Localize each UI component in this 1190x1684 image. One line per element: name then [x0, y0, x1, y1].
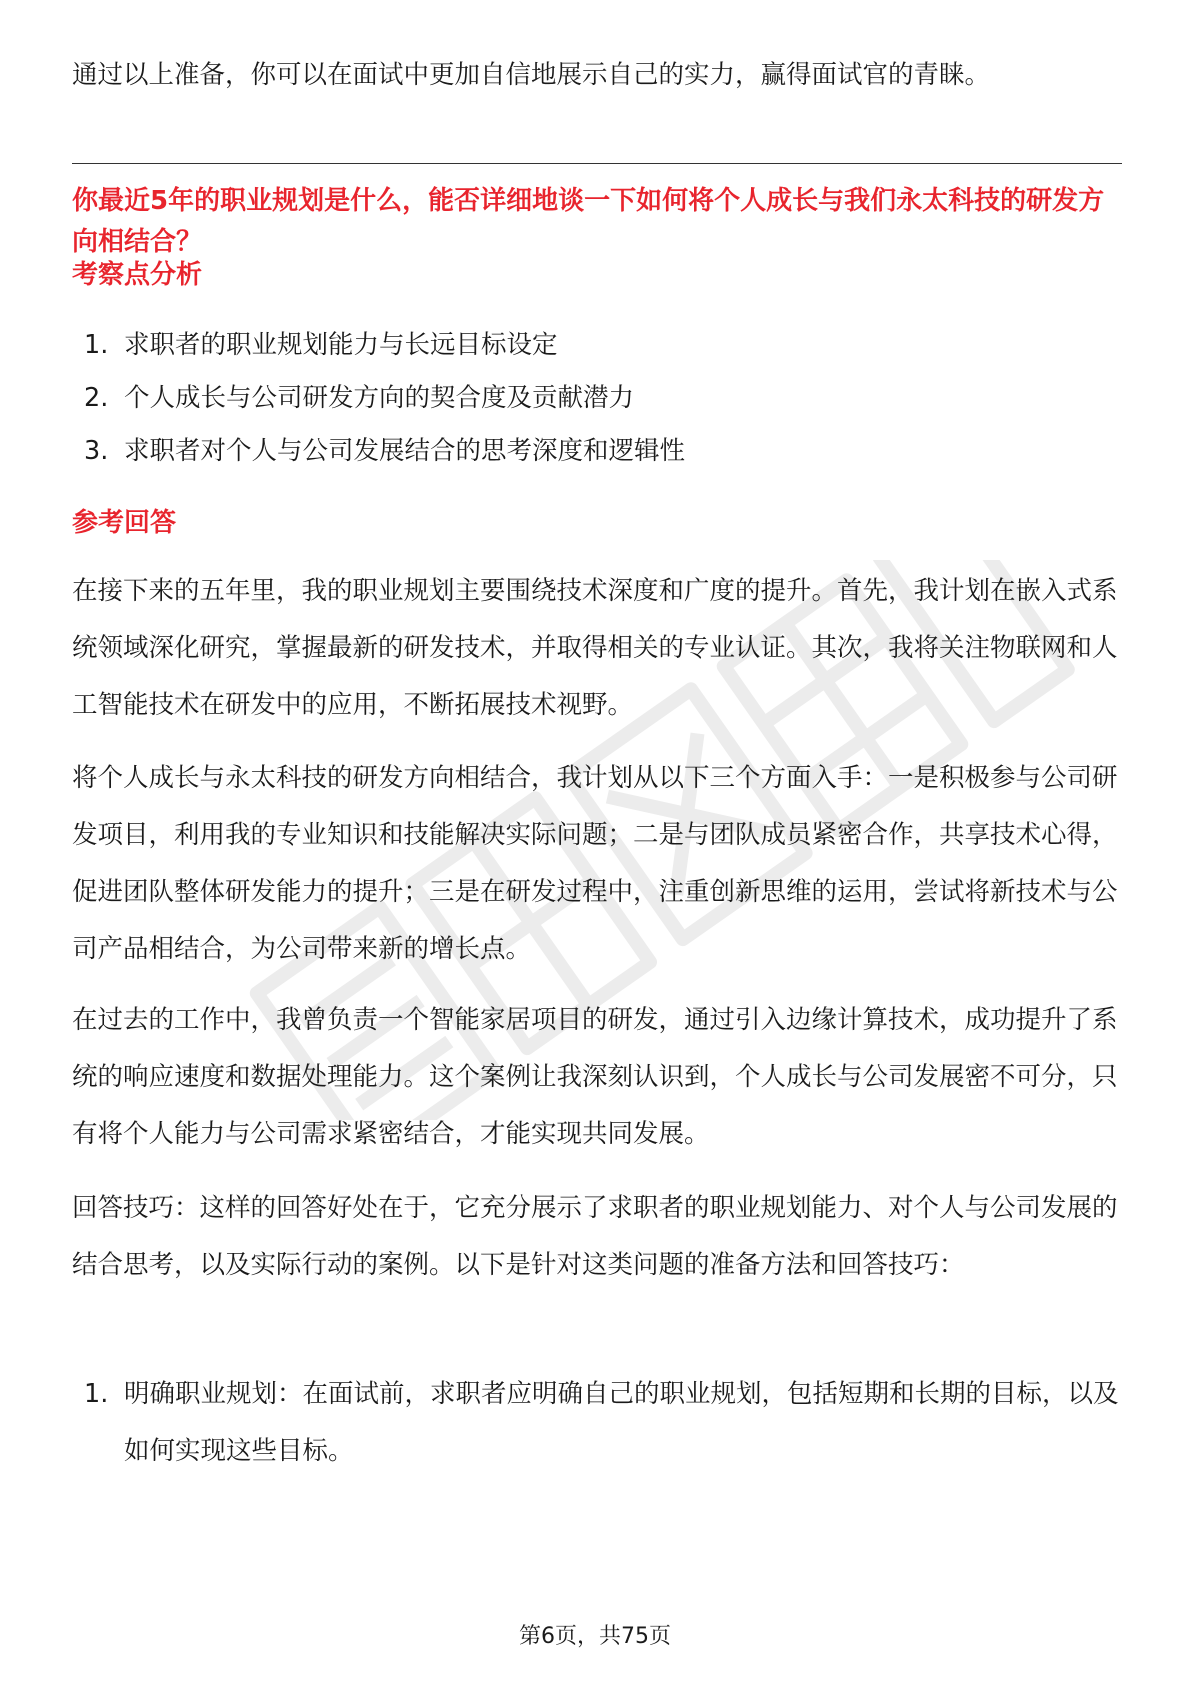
answer-tips-paragraph: 回答技巧：这样的回答好处在于，它充分展示了求职者的职业规划能力、对个人与公司发展的结合思考，以及实际行动的案例。以下是针对这类问题的准备方法和回答技巧：: [72, 1193, 1118, 1280]
intro-line: 通过以上准备，你可以在面试中更加自信地展示自己的实力，赢得面试官的青睐。: [72, 60, 991, 90]
tip-item: [84, 1366, 1122, 1480]
list-text: 明确职业规划：在面试前，求职者应明确自己的职业规划，包括短期和长期的目标，以及如何实现这些目标。: [124, 1379, 1119, 1466]
list-text: 个人成长与公司研发方向的契合度及贡献潜力: [124, 383, 635, 413]
list-number: 1.: [84, 1379, 109, 1409]
list-number: 1.: [84, 330, 109, 360]
question-title: 你最近5年的职业规划是什么，能否详细地谈一下如何将个人成长与我们永太科技的研发方向相结合？: [72, 186, 1105, 257]
analysis-heading: 考察点分析: [72, 260, 203, 290]
divider: [72, 163, 1122, 164]
answer-paragraph: 将个人成长与永太科技的研发方向相结合，我计划从以下三个方面入手：一是积极参与公司研发项目，利用我的专业知识和技能解决实际问题；二是与团队成员紧密合作，共享技术心得，促进团队整体研发能力的提升；三是在研发过程中，注重创新思维的运用，尝试将新技术与公司产品相结合，为公司带来新的增长点。: [72, 763, 1118, 964]
answer-paragraph: 在过去的工作中，我曾负责一个智能家居项目的研发，通过引入边缘计算技术，成功提升了系统的响应速度和数据处理能力。这个案例让我深刻认识到，个人成长与公司发展密不可分，只有将个人能力与公司需求紧密结合，才能实现共同发展。: [72, 1005, 1118, 1149]
answer-heading: 参考回答: [72, 508, 177, 538]
answer-paragraph: 在接下来的五年里，我的职业规划主要围绕技术深度和广度的提升。首先，我计划在嵌入式系统领域深化研究，掌握最新的研发技术，并取得相关的专业认证。其次，我将关注物联网和人工智能技术在研发中的应用，不断拓展技术视野。: [72, 576, 1118, 720]
analysis-item: [84, 423, 1122, 480]
analysis-item: [84, 317, 1122, 374]
list-number: 3.: [84, 436, 109, 466]
page-footer: 第6页，共75页: [519, 1624, 671, 1649]
analysis-item: [84, 370, 1122, 427]
list-text: 求职者的职业规划能力与长远目标设定: [124, 330, 558, 360]
list-text: 求职者对个人与公司发展结合的思考深度和逻辑性: [124, 436, 686, 466]
list-number: 2.: [84, 383, 109, 413]
